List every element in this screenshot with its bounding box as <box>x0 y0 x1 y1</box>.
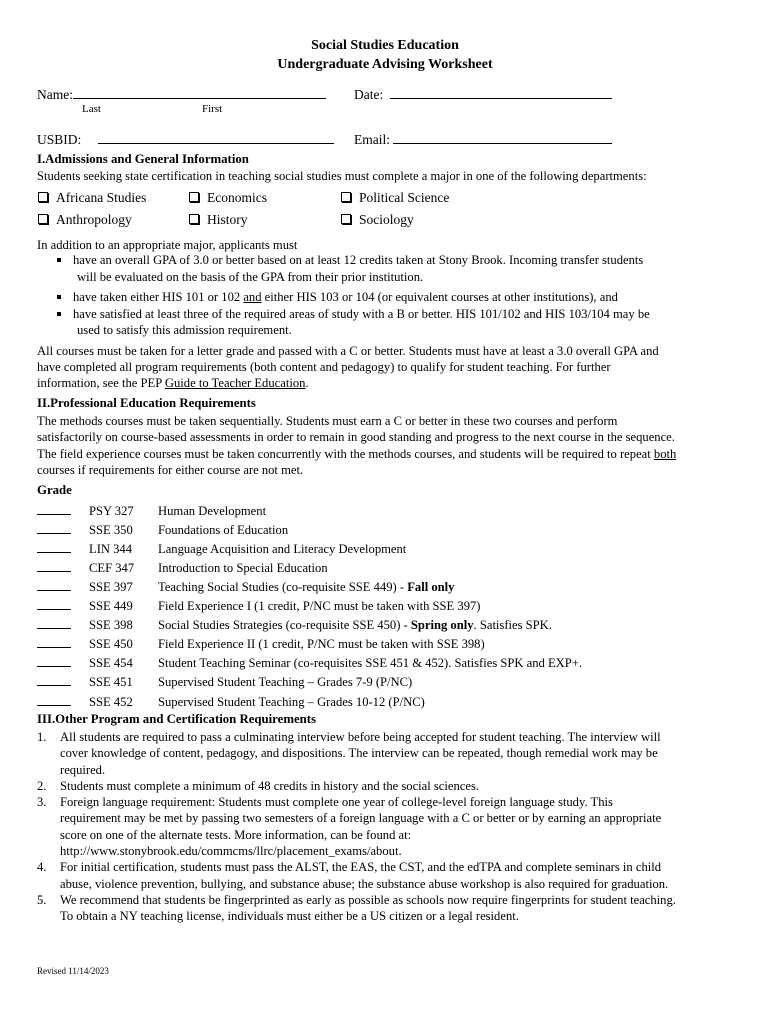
date-input-line[interactable] <box>390 86 612 99</box>
course-row <box>37 522 289 539</box>
name-label: Name: <box>37 87 73 102</box>
section-2-line-1: The methods courses must be taken sequentially. Students must earn a C or better in these two courses and perform <box>37 414 618 428</box>
bullet-areas: have satisfied at least three of the required areas of study with a B or better. HIS 101/102 and HIS 103/104 may be <box>57 306 650 323</box>
section-2-line-4: courses if requirements for either course are not met. <box>37 463 304 477</box>
requirement-number: 4. <box>37 860 47 874</box>
grade-blank[interactable] <box>37 541 71 553</box>
revised-date: Revised 11/14/2023 <box>37 966 109 976</box>
usbid-input-line[interactable] <box>98 131 334 144</box>
requirement-text: score on one of the alternate tests. More information, can be found at: <box>60 828 412 842</box>
last-label: Last <box>82 103 101 115</box>
requirement-number: 5. <box>37 893 47 907</box>
checkbox-icon[interactable] <box>189 192 199 202</box>
bullet-icon <box>57 258 61 262</box>
section-2-line-3: The field experience courses must be taken concurrently with the methods courses, and students will be required to repeat both <box>37 447 677 461</box>
email-field <box>354 131 612 148</box>
course-row <box>37 694 425 711</box>
course-row <box>37 598 481 615</box>
email-label: Email: <box>354 132 390 147</box>
checkbox-icon[interactable] <box>189 214 199 224</box>
section-2-line-2: satisfactorily on course-based assessments in order to remain in good standing and progress to the next course in the sequence. <box>37 430 675 444</box>
grade-blank[interactable] <box>37 579 71 591</box>
requirements-intro: In addition to an appropriate major, applicants must <box>37 238 298 252</box>
course-description: Field Experience I (1 credit, P/NC must be taken with SSE 397) <box>158 599 481 613</box>
course-row <box>37 579 455 596</box>
course-row <box>37 617 552 634</box>
course-description: Supervised Student Teaching – Grades 10-12 (P/NC) <box>158 695 425 709</box>
course-description: Human Development <box>158 504 267 518</box>
requirement-number: 1. <box>37 730 47 744</box>
course-code: LIN 344 <box>89 542 133 556</box>
course-description: Student Teaching Seminar (co-requisites SSE 451 & 452). Satisfies SPK and EXP+. <box>158 656 582 670</box>
course-row <box>37 674 413 691</box>
usbid-field <box>37 131 334 148</box>
requirement-text: We recommend that students be fingerprinted as early as possible as schools now require fingerprints for student teaching. <box>60 893 676 907</box>
grade-column-label: Grade <box>37 483 72 497</box>
grade-blank[interactable] <box>37 598 71 610</box>
course-code: SSE 398 <box>89 618 133 632</box>
bullet-areas-cont: used to satisfy this admission requirement. <box>77 323 292 337</box>
dept-checkbox-economics[interactable]: Economics <box>189 190 267 206</box>
requirement-text: All students are required to pass a culminating interview before being accepted for student teaching. The interview will <box>60 730 661 744</box>
grade-blank[interactable] <box>37 617 71 629</box>
requirement-text: Students must complete a minimum of 48 credits in history and the social sciences. <box>60 779 480 793</box>
bullet-icon <box>57 312 61 316</box>
grade-blank[interactable] <box>37 636 71 648</box>
course-description: Introduction to Special Education <box>158 561 328 575</box>
course-code: SSE 350 <box>89 523 133 537</box>
requirement-number: 3. <box>37 795 47 809</box>
course-description: Supervised Student Teaching – Grades 7-9 (P/NC) <box>158 675 413 689</box>
course-code: SSE 397 <box>89 580 133 594</box>
course-description: Social Studies Strategies (co-requisite SSE 450) - Spring only. Satisfies SPK. <box>158 618 552 632</box>
date-label: Date: <box>354 87 384 102</box>
grade-blank[interactable] <box>37 674 71 686</box>
date-field <box>354 86 612 103</box>
dept-checkbox-sociology[interactable]: Sociology <box>341 212 414 228</box>
course-code: CEF 347 <box>89 561 135 575</box>
course-row <box>37 636 485 653</box>
course-code: SSE 450 <box>89 637 133 651</box>
grade-para-line-3: information, see the PEP Guide to Teacher Education. <box>37 376 309 390</box>
grade-blank[interactable] <box>37 522 71 534</box>
dept-checkbox-political-science[interactable]: Political Science <box>341 190 449 206</box>
requirement-text: For initial certification, students must pass the ALST, the EAS, the CST, and the edTPA and complete seminars in child <box>60 860 662 874</box>
grade-blank[interactable] <box>37 694 71 706</box>
bullet-gpa-cont: will be evaluated on the basis of the GPA from their prior institution. <box>77 270 424 284</box>
requirement-text: requirement may be met by passing two semesters of a foreign language with a C or better or by earning an appropriate <box>60 811 662 825</box>
requirement-text: To obtain a NY teaching license, individuals must either be a US citizen or a legal resident. <box>60 909 519 923</box>
checkbox-icon[interactable] <box>341 214 351 224</box>
grade-para-line-1: All courses must be taken for a letter grade and passed with a C or better. Students must have at least a 3.0 overall GPA and <box>37 344 659 358</box>
course-row <box>37 503 267 520</box>
dept-checkbox-history[interactable]: History <box>189 212 248 228</box>
section-2-heading: II.Professional Education Requirements <box>37 396 256 410</box>
course-code: SSE 452 <box>89 695 133 709</box>
first-label: First <box>202 103 223 115</box>
grade-blank[interactable] <box>37 655 71 667</box>
course-description: Foundations of Education <box>158 523 289 537</box>
course-row <box>37 655 582 672</box>
page-title: Social Studies Education <box>311 38 459 53</box>
grade-blank[interactable] <box>37 560 71 572</box>
name-field <box>37 86 326 103</box>
email-input-line[interactable] <box>393 131 612 144</box>
course-description: Language Acquisition and Literacy Development <box>158 542 407 556</box>
guide-link[interactable]: Guide to Teacher Education <box>164 376 306 390</box>
course-row <box>37 541 407 558</box>
dept-checkbox-anthropology[interactable]: Anthropology <box>38 212 132 228</box>
checkbox-icon[interactable] <box>38 192 48 202</box>
requirement-text: Foreign language requirement: Students must complete one year of college-level foreign language study. This <box>60 795 613 809</box>
requirement-text[interactable]: http://www.stonybrook.edu/commcms/llrc/placement_exams/about. <box>60 844 402 858</box>
course-row <box>37 560 328 577</box>
course-description: Teaching Social Studies (co-requisite SSE 449) - Fall only <box>158 580 455 594</box>
bullet-his: have taken either HIS 101 or 102 and either HIS 103 or 104 (or equivalent courses at other institutions), and <box>57 289 618 306</box>
section-1-heading: I.Admissions and General Information <box>37 152 249 166</box>
bullet-icon <box>57 295 61 299</box>
usbid-label: USBID: <box>37 132 82 147</box>
requirement-text: abuse, violence prevention, bullying, and substance abuse; the substance abuse workshop is also required for graduation. <box>60 877 669 891</box>
course-code: SSE 451 <box>89 675 133 689</box>
page-subtitle: Undergraduate Advising Worksheet <box>277 57 493 72</box>
course-code: SSE 454 <box>89 656 133 670</box>
bullet-gpa: have an overall GPA of 3.0 or better based on at least 12 credits taken at Stony Brook. Incoming transfer students <box>57 252 643 269</box>
requirement-text: cover knowledge of content, pedagogy, and dispositions. The interview can be repeated, though remedial work may be <box>60 746 658 760</box>
course-description: Field Experience II (1 credit, P/NC must be taken with SSE 398) <box>158 637 485 651</box>
checkbox-icon[interactable] <box>38 214 48 224</box>
dept-checkbox-africana[interactable]: Africana Studies <box>38 190 146 206</box>
grade-blank[interactable] <box>37 503 71 515</box>
grade-para-line-2: have completed all program requirements (both content and pedagogy) to qualify for student teaching. For further <box>37 360 611 374</box>
section-3-heading: III.Other Program and Certification Requirements <box>37 712 317 726</box>
name-input-line[interactable] <box>73 86 326 99</box>
course-code: PSY 327 <box>89 504 134 518</box>
requirement-text: required. <box>60 763 106 777</box>
course-code: SSE 449 <box>89 599 133 613</box>
checkbox-icon[interactable] <box>341 192 351 202</box>
section-1-intro: Students seeking state certification in teaching social studies must complete a major in one of the following departments: <box>37 169 647 183</box>
requirement-number: 2. <box>37 779 47 793</box>
